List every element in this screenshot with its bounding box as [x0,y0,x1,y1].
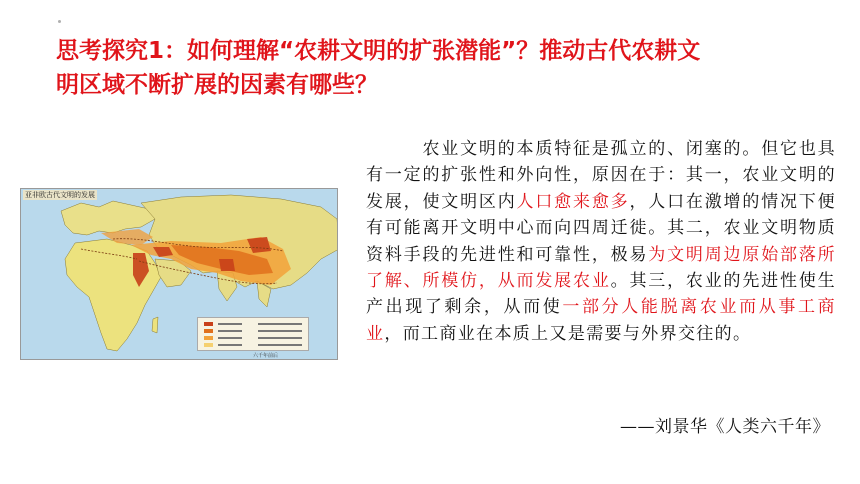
legend-swatch [204,329,213,333]
decorative-dot [58,20,61,23]
question-line-2: 明区域不断扩展的因素有哪些？ [56,72,378,98]
map-legend [197,317,309,351]
legend-swatch [204,343,213,347]
source-citation: ——刘景华《人类六千年》 [620,417,830,437]
legend-line [258,344,302,346]
legend-line [258,330,302,332]
legend-swatch [204,336,213,340]
legend-swatch [204,322,213,326]
legend-line [218,330,242,332]
legend-line [258,337,302,339]
passage-text: ，人口在激增的情况下便有可能离开文明中心而向四周迁徙。其二，农业文明物质资料手段的先进性和可靠性，极易 [366,191,836,265]
question-line-1: 思考探究1：如何理解“农耕文明的扩张潜能”？推动古代农耕文 [56,38,701,64]
historical-map [20,188,338,360]
legend-line [218,323,242,325]
passage-highlight: 一部分人能脱离农业而从事工商业 [366,297,837,344]
legend-line [258,323,302,325]
legend-line [218,337,242,339]
passage-text: 农业文明的本质特征是孤立的、闭塞的。但它也具有一定的扩张性和外向性，原因在于：其一，农业文明的发展，使文明区内 [366,139,836,212]
passage-text: 。其三，农业的先进性使生产出现了剩余，从而使 [366,271,836,318]
passage-text: ，而工商业在本质上又是需要与外界交往的。 [384,323,752,344]
map-caption: 六千年前后 [253,353,279,359]
quoted-passage [366,136,836,347]
passage-highlight: 为文明周边原始部落所了解、所模仿，从而发展农业 [366,244,836,292]
legend-line [218,344,242,346]
passage-highlight: 人口愈来愈多 [516,191,630,212]
map-title: 亚非欧古代文明的发展 [25,191,95,199]
discussion-question [56,34,796,102]
